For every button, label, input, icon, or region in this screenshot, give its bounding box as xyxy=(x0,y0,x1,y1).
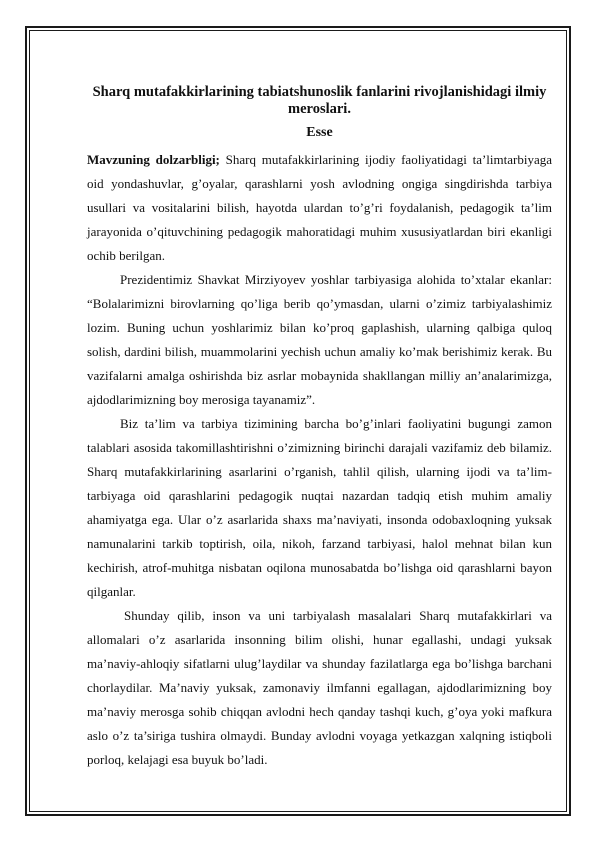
essay-body xyxy=(87,84,552,772)
paragraph-education-system: Biz ta’lim va tarbiya tizimining barcha bo’g’inlari faoliyatini bugungi zamon talablari asosida takomillashtirishni o’zimizning birinchi darajali vazifamiz deb bilamiz. Sharq mutafakkirlarining asarlarini o’rganish, tahlil qilish, ularning ijodi va ta’lim-tarbiyaga oid qarashlarini pedagogik nuqtai nazardan tadqiq etish muhim amaliy ahamiyatga ega. Ular o’z asarlarida shaxs ma’naviyati, insonda odobaxloqning yuksak namunalarini tarkib toptirish, oila, nikoh, farzand tarbiyasi, halol mehnat bilan kun kechirish, atrof-muhitga nisbatan oqilona munosabatda bo’lishga oid qarashlarni bayon qilganlar. xyxy=(87,416,552,599)
paragraph-conclusion: Shunday qilib, inson va uni tarbiyalash masalalari Sharq mutafakkirlari va allomalari o’z asarlarida insonning bilim olishi, hunar egallashi, undagi yuksak ma’naviy-ahloqiy sifatlarni ulug’laydilar va shunday fazilatlarga ega bo’lishga barchani chorlaydilar. Ma’naviy yuksak, zamonaviy ilmfanni egallagan, ajdodlarimizning boy ma’naviy merosga sohib chiqqan avlodni hech qanday tashqi kuch, g’oya yoki mafkura aslo o’z ta’siriga tushira olmaydi. Bunday avlodni voyaga yetkazgan xalqning istiqboli porloq, kelajagi esa buyuk bo’ladi. xyxy=(87,608,552,767)
relevance-text: Sharq mutafakkirlarining ijodiy faoliyatidagi ta’limtarbiyaga oid yondashuvlar, g’oyalar, qarashlarni yosh avlodning ongiga singdirishda tarbiya usullari va vositalarini bilish, hayotda ulardan to’g’ri foydalanish, pedagogik ta’lim jarayonida o’qituvchining pedagogik mahoratidagi muhim xususiyatlardan biri ekanligi ochib berilgan. xyxy=(87,152,552,263)
document-subtitle: Esse xyxy=(306,125,333,140)
relevance-label: Mavzuning dolzarbligi; xyxy=(87,152,220,167)
paragraph-president-quote: Prezidentimiz Shavkat Mirziyoyev yoshlar tarbiyasiga alohida to’xtalar ekanlar: “Bolalarimizni birovlarning qo’liga berib qo’ymasdan, ularni o’zimiz tarbiyalashimiz lozim. Buning uchun yoshlarimiz bilan ko’proq gaplashish, ularning qalbiga quloq solish, dardini bilish, muammolarini yechish uchun amaliy ko’mak berishimiz kerak. Bu vazifalarni amalga oshirishda biz asrlar mobaynida shakllangan milliy an’analarimizga, ajdodlarimizning boy merosiga tayanamiz”. xyxy=(87,272,552,407)
paragraph-relevance xyxy=(87,148,552,268)
document-title: Sharq mutafakkirlarining tabiatshunoslik fanlarini rivojlanishidagi ilmiy meroslari. xyxy=(92,84,547,117)
